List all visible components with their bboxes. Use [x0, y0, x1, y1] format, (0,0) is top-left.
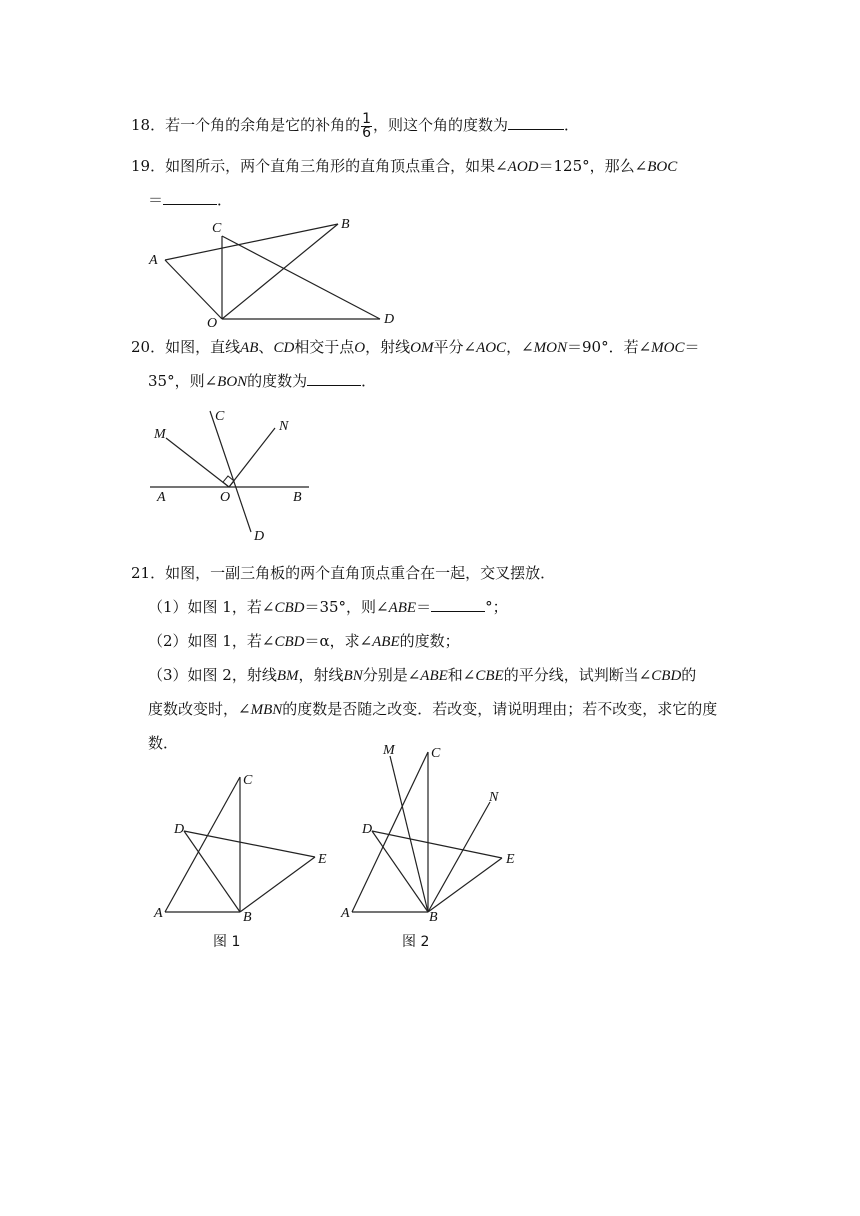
q21-p3-a: （3）如图 2，射线 [148, 666, 277, 684]
q20-text-e: ，∠ [506, 338, 534, 356]
label-d: D [384, 312, 395, 327]
label-a: A [157, 490, 166, 505]
fraction-denominator: 6 [362, 124, 372, 141]
q20-text-a: 20．如图，直线 [131, 338, 241, 356]
q21-p3-b: ，射线 [298, 666, 344, 684]
label-c: C [431, 746, 441, 761]
label-o: O [220, 490, 231, 505]
q21-p1-c: ＝ [416, 598, 432, 616]
label-m: M [383, 743, 395, 758]
q21-p2-b: ＝α，求∠ [304, 632, 373, 650]
line-cd: CD [273, 340, 295, 356]
label-m: M [154, 427, 166, 442]
q21-p1-a: （1）如图 1，若∠ [148, 598, 275, 616]
figure-2-caption: 图 2 [402, 934, 430, 950]
label-d: D [362, 822, 373, 837]
label-c: C [212, 221, 222, 236]
label-c: C [243, 773, 253, 788]
label-a: A [149, 253, 158, 268]
q21-stem-text: 21．如图，一副三角板的两个直角顶点重合在一起，交叉摆放． [131, 564, 556, 582]
angle-moc: MOC [651, 340, 685, 356]
q20-text-f: ＝90°．若∠ [566, 338, 652, 356]
angle-bon: BON [217, 374, 248, 390]
label-a: A [154, 906, 163, 921]
label-c: C [215, 409, 225, 424]
q19-equals: ＝ [148, 191, 164, 209]
ray-bn: BN [343, 668, 363, 684]
label-n: N [489, 790, 499, 805]
q21-p3-l3: 数． [148, 734, 179, 752]
label-o: O [207, 316, 218, 331]
angle-cbe: CBE [475, 668, 504, 684]
q21-p3-e: 的平分线，试判断当∠ [503, 666, 652, 684]
label-e: E [318, 852, 327, 867]
q18-text: 18．若一个角的余角是它的补角的 [131, 116, 361, 134]
q21-p3-f: 的 [681, 666, 697, 684]
q19-text-b: ＝125°，那么∠ [538, 157, 648, 175]
q20-text-h: 35°，则∠ [148, 372, 218, 390]
angle-mbn: MBN [250, 702, 283, 718]
q19-end: ． [217, 191, 233, 209]
angle-aoc: AOC [476, 340, 507, 356]
q20-text-g: ＝ [684, 338, 700, 356]
label-n: N [279, 419, 289, 434]
q21-p3-l2-a: 度数改变时，∠ [148, 700, 251, 718]
label-a: A [341, 906, 350, 921]
ray-bm: BM [276, 668, 299, 684]
label-e: E [506, 852, 515, 867]
q21-p1-b: ＝35°，则∠ [304, 598, 389, 616]
label-b: B [341, 217, 350, 232]
q21-p2-a: （2）如图 1，若∠ [148, 632, 275, 650]
q20-text-i: 的度数为 [247, 372, 308, 390]
q21-p3-d: 和∠ [447, 666, 476, 684]
label-d: D [254, 529, 265, 544]
angle-aod: AOD [507, 159, 539, 175]
angle-mon: MON [533, 340, 567, 356]
fraction-numerator: 1 [362, 110, 372, 127]
q19-text-a: 19．如图所示，两个直角三角形的直角顶点重合，如果∠ [131, 157, 508, 175]
q18-end: ． [564, 116, 580, 134]
q20-text-d: 平分∠ [433, 338, 477, 356]
ray-om: OM [410, 340, 434, 356]
label-d: D [174, 822, 185, 837]
angle-cbd: CBD [274, 634, 305, 650]
q21-p3-l2-b: 的度数是否随之改变．若改变，请说明理由；若不改变，求它的度 [282, 700, 718, 718]
label-b: B [293, 490, 302, 505]
angle-abe: ABE [372, 634, 400, 650]
q21-p3-c: 分别是∠ [362, 666, 421, 684]
label-b: B [429, 910, 438, 925]
q20-text-b: 相交于点 [294, 338, 355, 356]
q21-p2-c: 的度数； [399, 632, 460, 650]
angle-cbd: CBD [651, 668, 682, 684]
angle-cbd: CBD [274, 600, 305, 616]
line-ab: AB [240, 340, 259, 356]
q20-end: ． [361, 372, 377, 390]
q20-sep: 、 [258, 338, 274, 356]
q21-p1-end: °； [485, 598, 508, 616]
q20-text-c: ，射线 [365, 338, 411, 356]
angle-boc: BOC [647, 159, 678, 175]
angle-abe: ABE [388, 600, 417, 616]
label-b: B [243, 910, 252, 925]
point-o: O [354, 340, 366, 356]
angle-abe: ABE [420, 668, 448, 684]
q18-tail: ，则这个角的度数为 [373, 116, 509, 134]
figure-1-caption: 图 1 [213, 934, 241, 950]
